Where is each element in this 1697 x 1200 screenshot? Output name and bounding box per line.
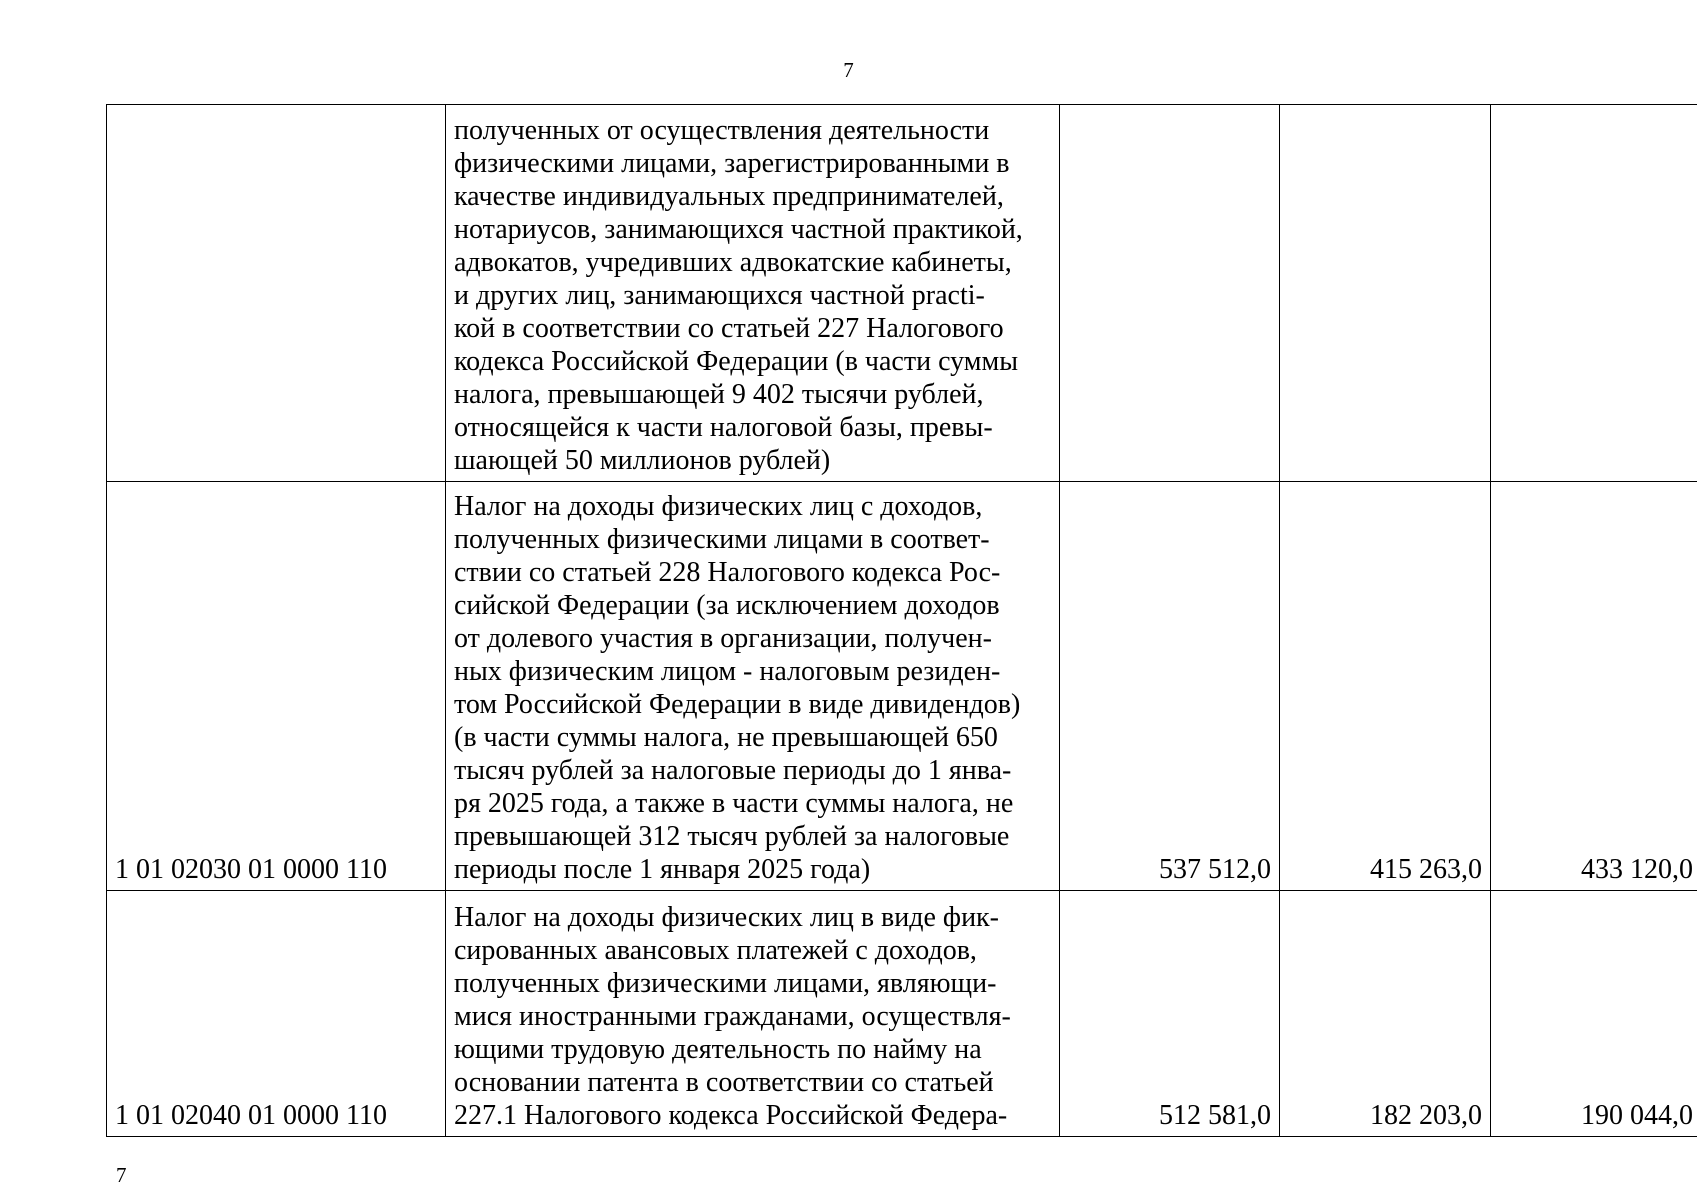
budget-code-cell: 1 01 02040 01 0000 110 <box>107 891 446 1137</box>
income-description-cell <box>446 105 1060 482</box>
page-number-top: 7 <box>843 58 854 82</box>
description-line: том Российской Федерации в виде дивидендов) <box>454 689 1021 720</box>
amount-cell: 190 044,0 <box>1491 891 1697 1137</box>
description-line: ных физическим лицом - налоговым резиден- <box>454 656 1001 687</box>
description-line: полученных от осуществления деятельности <box>454 115 990 146</box>
description-line: ющими трудовую деятельность по найму на <box>454 1034 982 1065</box>
description-line: Налог на доходы физических лиц в виде фик- <box>454 902 999 933</box>
amount-cell: 537 512,0 <box>1060 482 1280 891</box>
amount-cell <box>1060 105 1280 482</box>
description-line: качестве индивидуальных предпринимателей, <box>454 181 1004 212</box>
description-line: полученных физическими лицами, являющи- <box>454 968 997 999</box>
amount-cell: 415 263,0 <box>1280 482 1491 891</box>
amount-cell: 512 581,0 <box>1060 891 1280 1137</box>
description-line: кодекса Российской Федерации (в части суммы <box>454 346 1019 377</box>
income-description-cell <box>446 482 1060 891</box>
description-line: тысяч рублей за налоговые периоды до 1 янва- <box>454 755 1012 786</box>
description-line: нотариусов, занимающихся частной практикой, <box>454 214 1023 245</box>
description-line: превышающей 312 тысяч рублей за налоговые <box>454 821 1010 852</box>
description-line: шающей 50 миллионов рублей) <box>454 445 831 476</box>
table-row <box>107 105 1697 482</box>
table-row <box>107 482 1697 891</box>
revenue-table <box>106 104 1697 1137</box>
description-line: от долевого участия в организации, получен- <box>454 623 992 654</box>
description-line: адвокатов, учредивших адвокатские кабинеты, <box>454 247 1012 278</box>
description-line: физическими лицами, зарегистрированными в <box>454 148 1010 179</box>
budget-code-cell: 1 01 02030 01 0000 110 <box>107 482 446 891</box>
amount-cell <box>1491 105 1697 482</box>
page-number-bottom: 7 <box>116 1163 127 1187</box>
description-line: (в части суммы налога, не превышающей 650 <box>454 722 998 753</box>
income-description-cell <box>446 891 1060 1137</box>
description-line: мися иностранными гражданами, осуществля- <box>454 1001 1011 1032</box>
description-line: кой в соответствии со статьей 227 Налогового <box>454 313 1004 344</box>
description-line: налога, превышающей 9 402 тысячи рублей, <box>454 379 984 410</box>
budget-code-cell <box>107 105 446 482</box>
table-row <box>107 891 1697 1137</box>
description-line: относящейся к части налоговой базы, превы- <box>454 412 993 443</box>
description-line: периоды после 1 января 2025 года) <box>454 854 871 885</box>
amount-cell: 182 203,0 <box>1280 891 1491 1137</box>
description-line: 227.1 Налогового кодекса Российской Федера- <box>454 1100 1008 1131</box>
description-line: сированных авансовых платежей с доходов, <box>454 935 977 966</box>
description-line: сийской Федерации (за исключением доходов <box>454 590 1000 621</box>
description-line: ствии со статьей 228 Налогового кодекса Рос- <box>454 557 1001 588</box>
amount-cell <box>1280 105 1491 482</box>
description-line: полученных физическими лицами в соответ- <box>454 524 990 555</box>
description-line: и других лиц, занимающихся частной practi- <box>454 280 985 311</box>
description-line: основании патента в соответствии со статьей <box>454 1067 994 1098</box>
amount-cell: 433 120,0 <box>1491 482 1697 891</box>
description-line: ря 2025 года, а также в части суммы налога, не <box>454 788 1014 819</box>
description-line: Налог на доходы физических лиц с доходов, <box>454 491 983 522</box>
